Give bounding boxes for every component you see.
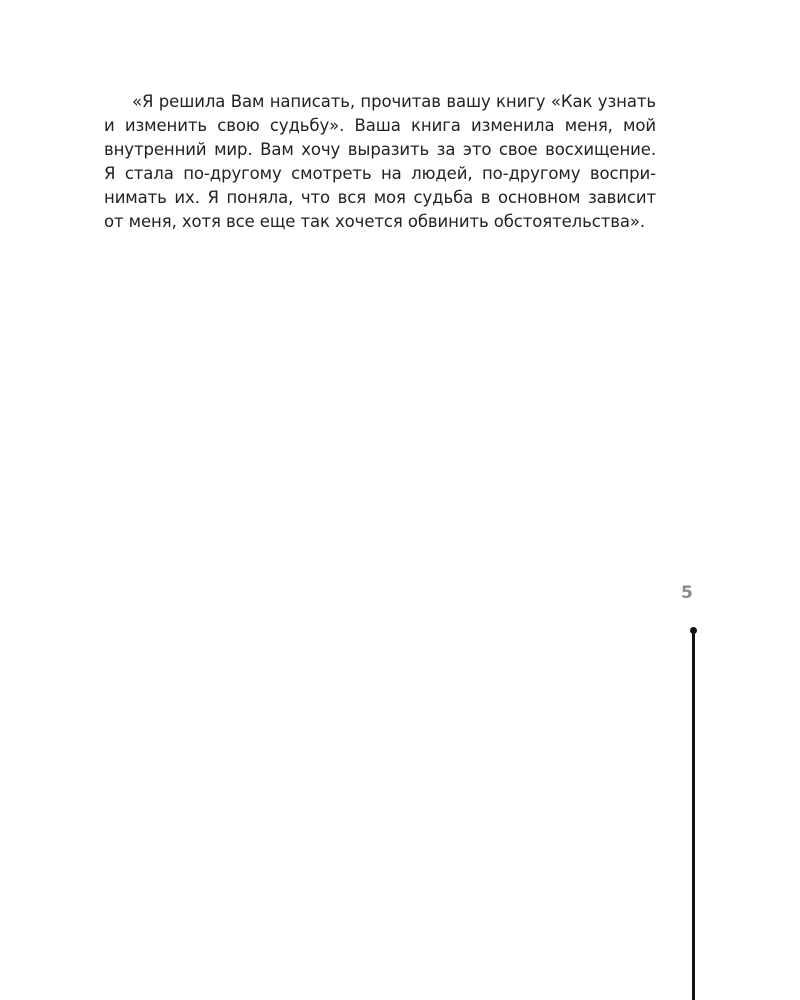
paragraph-line: Я стала по-другому смотреть на людей, по-другому воспри- (104, 164, 656, 183)
quote-paragraph (104, 90, 656, 234)
page-number: 5 (681, 583, 693, 603)
paragraph-line: от меня, хотя все еще так хочется обвинить обстоятельства». (104, 212, 646, 231)
paragraph-line: внутренний мир. Вам хочу выразить за это свое восхищение. (104, 140, 656, 159)
paragraph-line: «Я решила Вам написать, прочитав вашу книгу «Как узнать (132, 92, 656, 111)
paragraph-line: и изменить свою судьбу». Ваша книга изменила меня, мой (104, 116, 656, 135)
paragraph-line: нимать их. Я поняла, что вся моя судьба в основном зависит (104, 188, 656, 207)
margin-rule (692, 630, 695, 1000)
